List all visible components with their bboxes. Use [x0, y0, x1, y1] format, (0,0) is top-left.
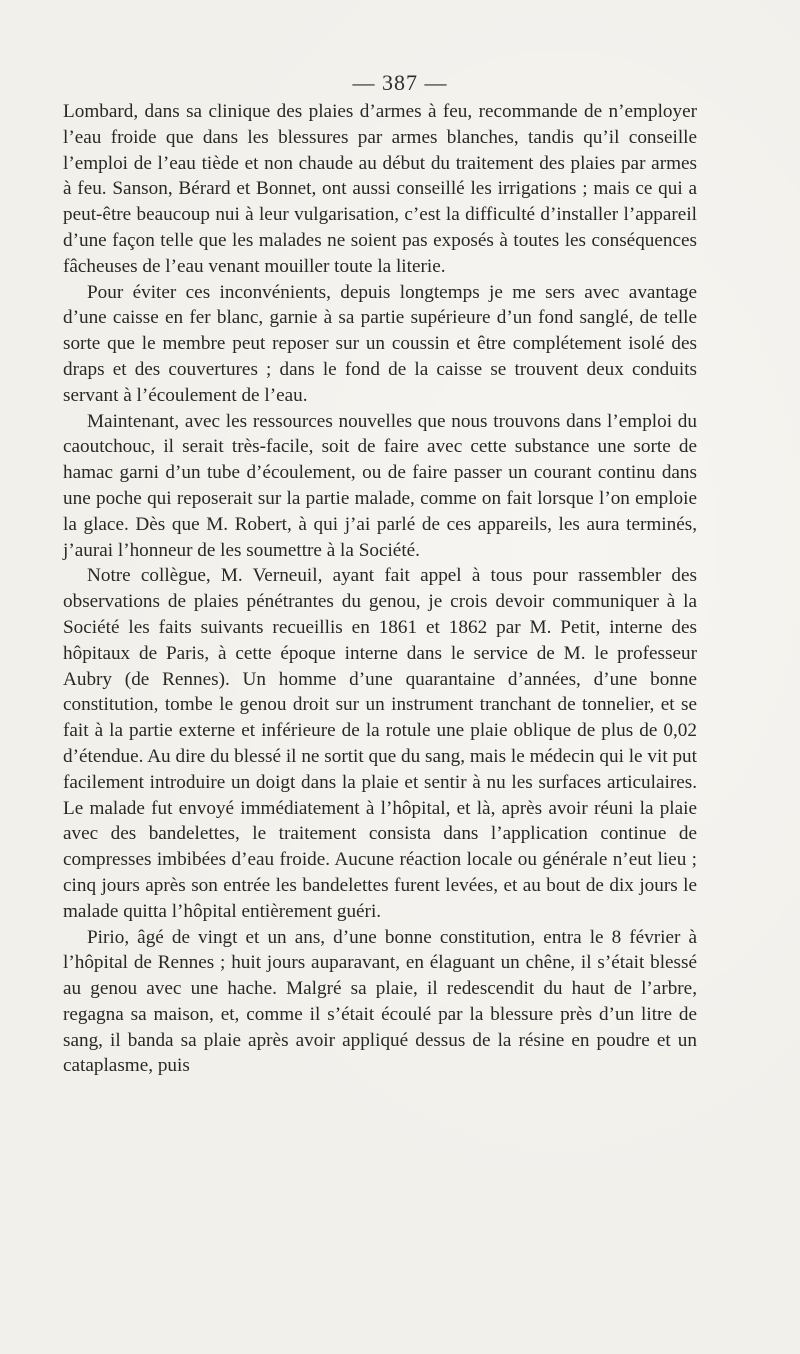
paragraph-5: Pirio, âgé de vingt et un ans, d’une bonne constitution, entra le 8 février à l’hôpital de Rennes ; huit jours auparavant, en élaguant un chêne, il s’était blessé au genou avec une hache. Malgré sa plaie, il redescendit du haut de l’arbre, regagna sa maison, et, comme il s’était écoulé par la blessure près d’un litre de sang, il banda sa plaie après avoir appliqué dessus de la résine en poudre et un cataplasme, puis [63, 926, 697, 1077]
paragraph-1: Lombard, dans sa clinique des plaies d’armes à feu, recommande de n’employer l’eau froide que dans les blessures par armes blanches, tandis qu’il conseille l’emploi de l’eau tiède et non chaude au début du traitement des plaies par armes à feu. Sanson, Bérard et Bonnet, ont aussi conseillé les irrigations ; mais ce qui a peut-être beaucoup nui à leur vulgarisation, c’est la difficulté d’installer l’appareil d’une façon telle que les malades ne soient pas exposés à toutes les conséquences fâcheuses de l’eau venant mouiller toute la literie. [63, 101, 697, 277]
paragraph-4: Notre collègue, M. Verneuil, ayant fait appel à tous pour rassembler des observations de plaies pénétrantes du genou, je crois devoir communiquer à la Société les faits suivants recueillis en 1861 et 1862 par M. Petit, interne des hôpitaux de Paris, à cette époque interne dans le service de M. le professeur Aubry (de Rennes). Un homme d’une quarantaine d’années, d’une bonne constitution, tombe le genou droit sur un instrument tranchant de tonnelier, et se fait à la partie externe et inférieure de la rotule une plaie oblique de plus de 0,02 d’étendue. Au dire du blessé il ne sortit que du sang, mais le médecin qui le vit put facilement introduire un doigt dans la plaie et sentir à nu les surfaces articulaires. Le malade fut envoyé immédiatement à l’hôpital, et là, après avoir réuni la plaie avec des bandelettes, le traitement consista dans l’application continue de compresses imbibées d’eau froide. Aucune réaction locale ou générale n’eut lieu ; cinq jours après son entrée les bandelettes furent levées, et au bout de dix jours le malade quitta l’hôpital entièrement guéri. [63, 565, 697, 922]
paragraph-3: Maintenant, avec les ressources nouvelles que nous trouvons dans l’emploi du caoutchouc, il serait très-facile, soit de faire avec cette substance une sorte de hamac garni d’un tube d’écoulement, ou de faire passer un courant continu dans une poche qui reposerait sur la partie malade, comme on fait lorsque l’on emploie la glace. Dès que M. Robert, à qui j’ai parlé de ces appareils, les aura terminés, j’aurai l’honneur de les soumettre à la Société. [63, 410, 697, 561]
body-text [63, 99, 697, 1079]
paragraph-2: Pour éviter ces inconvénients, depuis longtemps je me sers avec avantage d’une caisse en fer blanc, garnie à sa partie supérieure d’un fond sanglé, de telle sorte que le membre peut reposer sur un coussin et être complétement isolé des draps et des couvertures ; dans le fond de la caisse se trouvent deux conduits servant à l’écoulement de l’eau. [63, 281, 697, 406]
page-number: — 387 — [352, 70, 448, 95]
